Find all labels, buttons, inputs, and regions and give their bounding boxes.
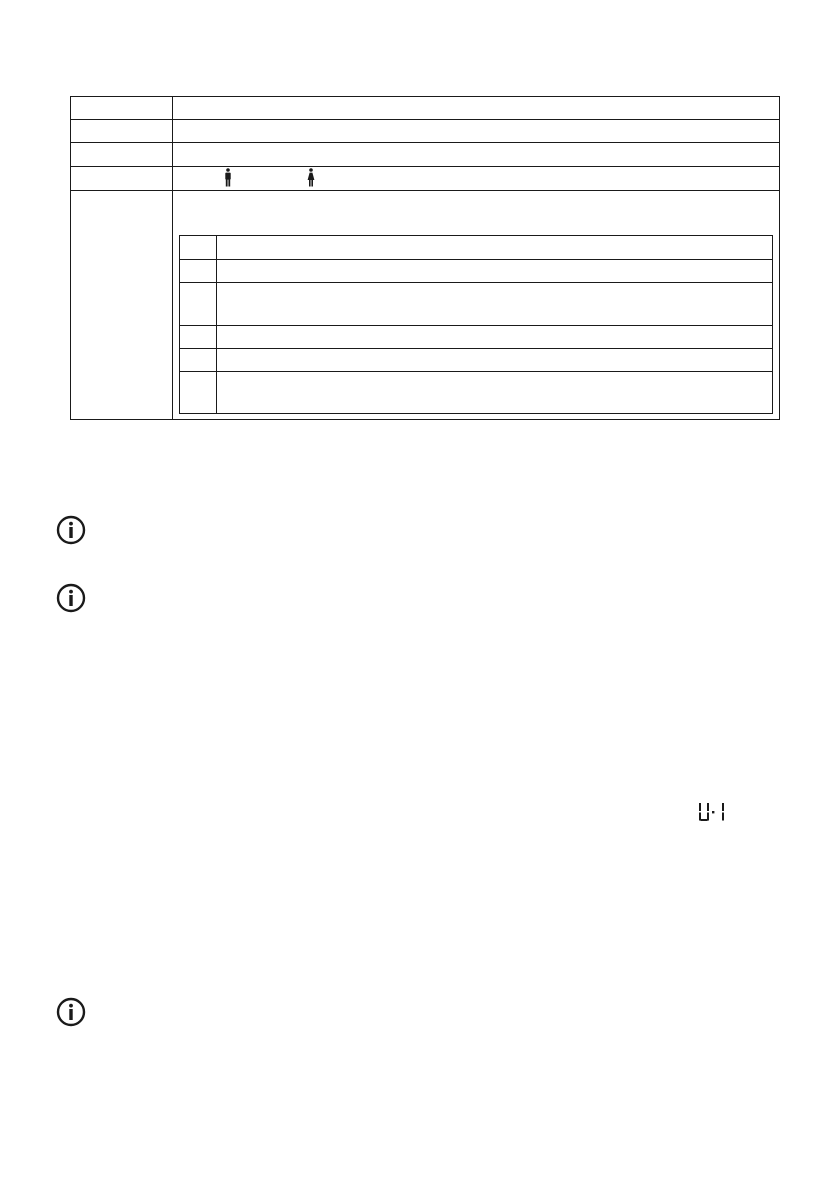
seven-segment-display-icon (698, 802, 730, 822)
table-row-divider (71, 166, 779, 167)
nested-table-row-divider (180, 371, 772, 372)
info-icon (56, 583, 86, 613)
nested-table-row-divider (180, 325, 772, 326)
nested-options-table (179, 235, 773, 414)
info-icon (56, 515, 86, 545)
table-row-divider (71, 190, 779, 191)
table-row-divider (71, 142, 779, 143)
settings-table (70, 96, 780, 420)
table-column-divider (172, 97, 173, 419)
male-person-icon (224, 168, 232, 187)
nested-table-row-divider (180, 348, 772, 349)
info-icon (56, 997, 86, 1027)
female-person-icon (307, 168, 315, 187)
table-row-divider (71, 119, 779, 120)
nested-table-row-divider (180, 282, 772, 283)
nested-table-row-divider (180, 259, 772, 260)
